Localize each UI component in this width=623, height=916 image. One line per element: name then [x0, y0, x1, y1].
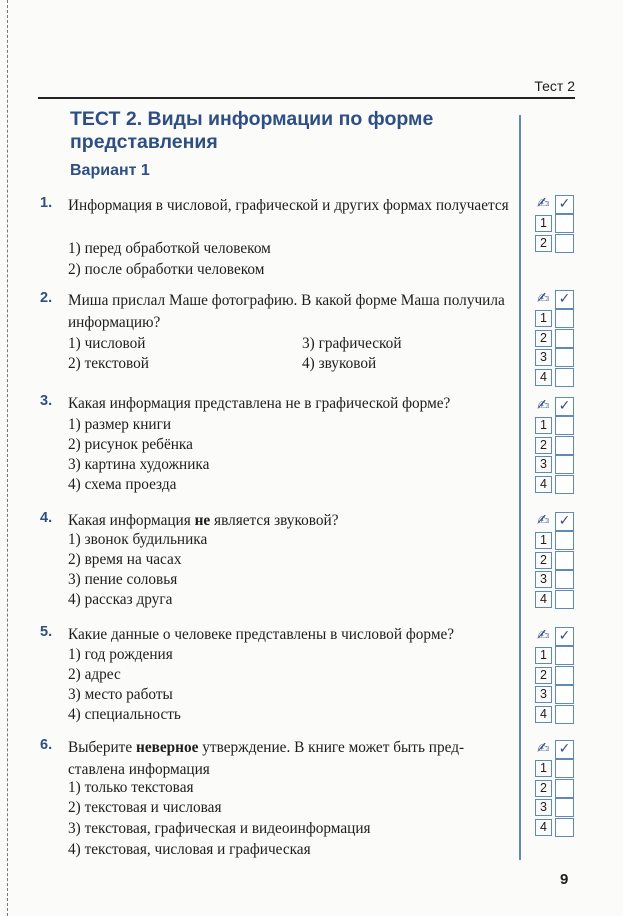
option: 1) год рождения	[68, 646, 173, 663]
option: 1) перед обработкой человеком	[68, 240, 271, 257]
answer-box-1[interactable]	[555, 416, 574, 435]
answer-box-4[interactable]	[555, 590, 574, 609]
running-head: Тест 2	[534, 78, 575, 94]
answer-number: 4	[535, 591, 552, 608]
question-number: 6.	[40, 737, 53, 753]
answer-box-3[interactable]	[555, 570, 574, 589]
option: 1) только текстовая	[68, 779, 194, 796]
check-icon: ✓	[555, 627, 574, 646]
answer-number: 3	[535, 686, 552, 703]
option: 4) текстовая, числовая и графическая	[68, 841, 311, 858]
question-number: 2.	[40, 290, 53, 306]
answer-box-1[interactable]	[555, 309, 574, 328]
question-text: Какая информация представлена не в графической форме?	[68, 395, 451, 412]
question-text: Какие данные о человеке представлены в числовой форме?	[68, 626, 455, 643]
question-number: 1.	[40, 195, 53, 211]
check-icon: ✓	[555, 290, 574, 309]
question-text-part: Выберите	[68, 739, 136, 756]
answer-box-3[interactable]	[555, 455, 574, 474]
option: 2) адрес	[68, 666, 121, 683]
answer-number: 1	[535, 532, 552, 549]
pen-icon: ✍	[537, 396, 550, 414]
answer-box-4[interactable]	[555, 705, 574, 724]
check-icon: ✓	[555, 512, 574, 531]
answer-number: 2	[535, 552, 552, 569]
variant-heading: Вариант 1	[70, 162, 150, 179]
pen-icon: ✍	[537, 739, 550, 757]
option: 3) графической	[302, 335, 402, 352]
answer-number: 2	[535, 330, 552, 347]
answer-box-2[interactable]	[555, 436, 574, 455]
check-icon: ✓	[555, 397, 574, 416]
option: 1) размер книги	[68, 416, 172, 433]
answer-box-4[interactable]	[555, 368, 574, 387]
option: 2) рисунок ребёнка	[68, 436, 193, 453]
question-text-emphasis: неверное	[136, 739, 199, 756]
answer-box-3[interactable]	[555, 798, 574, 817]
answer-box-4[interactable]	[555, 818, 574, 837]
option: 3) пение соловья	[68, 571, 178, 588]
answer-number: 1	[535, 647, 552, 664]
question-number: 5.	[40, 624, 53, 640]
pen-icon: ✍	[537, 511, 550, 529]
answer-number: 2	[535, 667, 552, 684]
question-text: Информация в числовой, графической и других формах получается	[68, 197, 509, 214]
check-icon: ✓	[555, 740, 574, 759]
answer-number: 4	[535, 369, 552, 386]
option: 4) звуковой	[302, 355, 377, 372]
option: 3) место работы	[68, 686, 173, 703]
binding-dashed-line	[7, 0, 8, 916]
option: 4) рассказ друга	[68, 591, 173, 608]
answer-box-3[interactable]	[555, 685, 574, 704]
answer-box-4[interactable]	[555, 475, 574, 494]
option: 2) время на часах	[68, 551, 182, 568]
answer-number: 4	[535, 819, 552, 836]
answer-box-1[interactable]	[555, 759, 574, 778]
option: 4) специальность	[68, 706, 181, 723]
answer-number: 1	[535, 310, 552, 327]
header-rule	[38, 97, 575, 99]
question-number: 3.	[40, 393, 53, 409]
answer-box-2[interactable]	[555, 551, 574, 570]
answer-box-2[interactable]	[555, 666, 574, 685]
option: 3) картина художника	[68, 456, 210, 473]
question-text: Миша прислал Маше фотографию. В какой форме Маша получила информацию?	[68, 292, 505, 331]
option: 1) звонок будильника	[68, 531, 208, 548]
answer-number: 3	[535, 456, 552, 473]
option: 2) после обработки человеком	[68, 261, 265, 278]
answer-number: 3	[535, 799, 552, 816]
answer-number: 1	[535, 760, 552, 777]
question-text-part: является звуковой?	[210, 512, 339, 529]
option: 3) текстовая, графическая и видеоинформация	[68, 820, 371, 837]
page-title: ТЕСТ 2. Виды информации по форме представления	[70, 108, 434, 153]
question-text-part: утверждение. В книге может быть представлена информация	[68, 739, 465, 778]
answer-number: 3	[535, 571, 552, 588]
check-icon: ✓	[555, 195, 574, 214]
answer-box-2[interactable]	[555, 329, 574, 348]
answer-number: 2	[535, 235, 552, 252]
pen-icon: ✍	[537, 194, 550, 212]
question-text	[68, 510, 513, 532]
answer-column-divider	[519, 115, 521, 860]
answer-box-1[interactable]	[555, 214, 574, 233]
answer-number: 4	[535, 706, 552, 723]
question-text-part: Какая информация	[68, 512, 195, 529]
question-text	[68, 737, 513, 780]
answer-box-1[interactable]	[555, 646, 574, 665]
answer-box-2[interactable]	[555, 779, 574, 798]
answer-number: 4	[535, 476, 552, 493]
answer-number: 3	[535, 349, 552, 366]
answer-box-1[interactable]	[555, 531, 574, 550]
answer-box-2[interactable]	[555, 234, 574, 253]
answer-number: 2	[535, 437, 552, 454]
pen-icon: ✍	[537, 289, 550, 307]
page-number: 9	[560, 871, 569, 888]
question-text-emphasis: не	[194, 512, 211, 529]
answer-number: 1	[535, 417, 552, 434]
option: 4) схема проезда	[68, 476, 177, 493]
answer-number: 2	[535, 780, 552, 797]
option: 1) числовой	[68, 335, 146, 352]
answer-box-3[interactable]	[555, 348, 574, 367]
answer-number: 1	[535, 215, 552, 232]
pen-icon: ✍	[537, 626, 550, 644]
question-number: 4.	[40, 510, 53, 526]
option: 2) текстовой	[68, 355, 149, 372]
option: 2) текстовая и числовая	[68, 799, 222, 816]
